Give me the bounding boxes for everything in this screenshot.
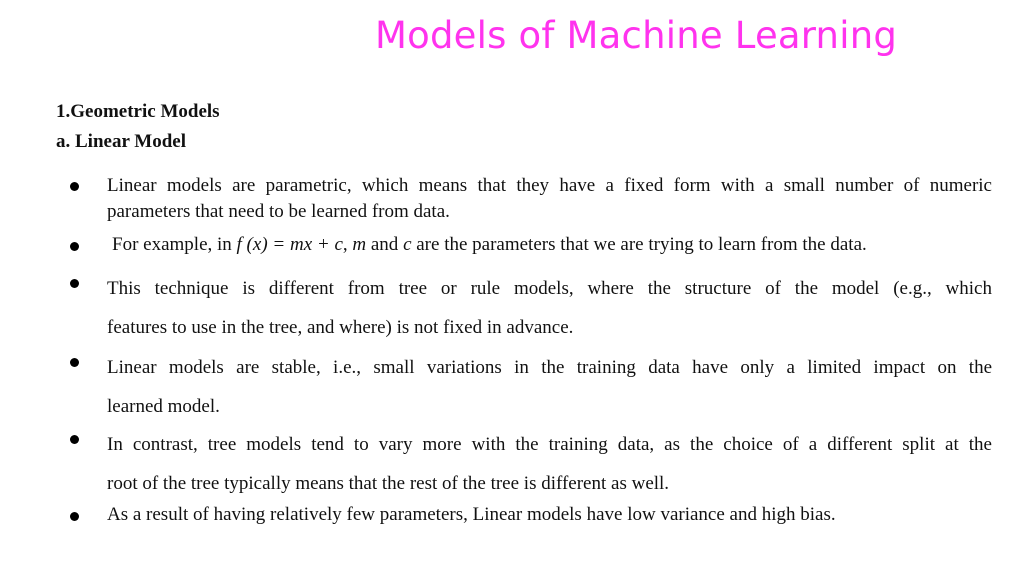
bullet-2-suffix: are the parameters that we are trying to learn from the data. [411, 234, 867, 255]
bullet-3-line-1: This technique is different from tree or rule models, where the structure of the model (e.g., which [107, 278, 992, 299]
bullet-1-line-1: Linear models are parametric, which means that they have a fixed form with a small number of numeric [107, 175, 992, 196]
bullet-5-line-1: In contrast, tree models tend to vary more with the training data, as the choice of a different split at the [107, 434, 992, 455]
subsection-heading: a. Linear Model [56, 131, 187, 152]
bullet-3-line-2: features to use in the tree, and where) is not fixed in advance. [107, 317, 574, 338]
bullet-2-prefix: For example, in [112, 234, 237, 255]
bullet-4-line-1: Linear models are stable, i.e., small variations in the training data have only a limited impact on the [107, 357, 992, 378]
bullet-marker [70, 240, 82, 252]
bullet-marker [70, 510, 82, 522]
bullet-marker [70, 356, 82, 368]
bullet-1-line-2: parameters that need to be learned from data. [107, 201, 450, 222]
bullet-marker [70, 277, 82, 289]
section-heading: 1.Geometric Models [56, 101, 220, 122]
bullet-text-2 [112, 233, 997, 257]
bullet-text-3 [107, 269, 992, 347]
bullet-marker [70, 180, 82, 192]
bullet-text-5 [107, 425, 992, 503]
slide-title: Models of Machine Learning [375, 14, 898, 57]
bullet-5-line-2: root of the tree typically means that the rest of the tree is different as well. [107, 473, 670, 494]
bullet-6-line-1: As a result of having relatively few parameters, Linear models have low variance and high bias. [107, 504, 836, 525]
bullet-4-line-2: learned model. [107, 396, 220, 417]
bullet-2-sep: , [342, 234, 353, 255]
bullet-marker [70, 433, 82, 445]
bullet-2-var-m: m [352, 234, 367, 255]
bullet-text-1 [107, 173, 992, 225]
bullet-2-and: and [366, 234, 404, 255]
bullet-2-formula: f (x) = mx + c [236, 234, 343, 255]
bullet-text-6 [107, 502, 992, 528]
bullet-text-4 [107, 348, 992, 426]
bullet-2-var-c: c [403, 234, 412, 255]
